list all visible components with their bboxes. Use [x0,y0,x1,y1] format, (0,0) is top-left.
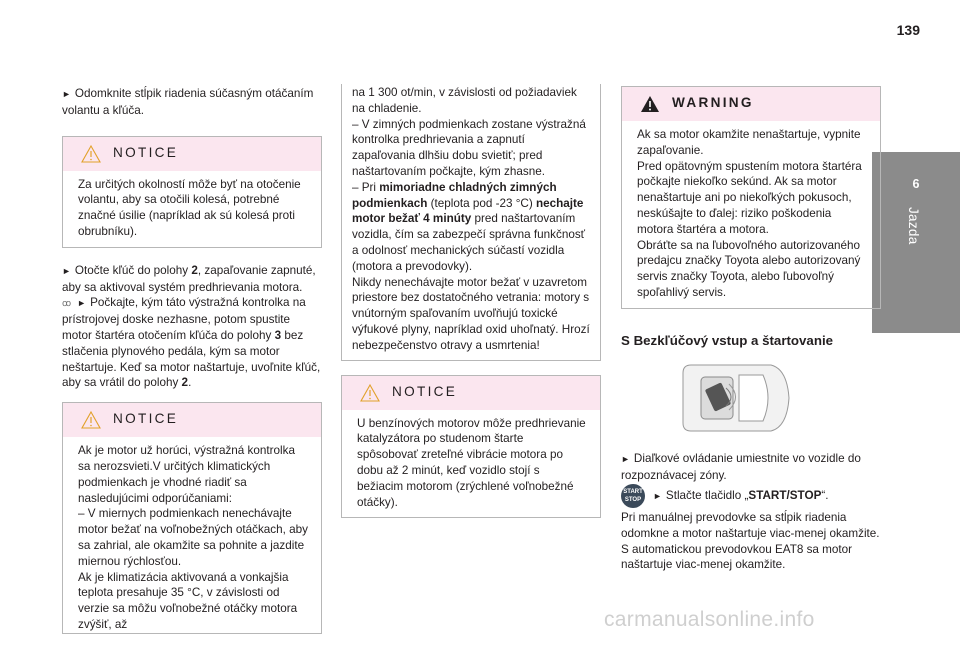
column-2 [341,86,601,518]
car-detection-zone-illustration [681,363,791,433]
unlock-instruction: ► Odomknite stĺpik riadenia súčasným otáčaním volantu a kľúča. [62,87,314,117]
chapter-tab[interactable] [872,152,960,333]
notice-text: U benzínových motorov môže predhrievanie katalyzátora po studenom štarte spôsobovať zreteľné vibrácie motora po dobu až 2 minút, keď vozidlo stojí s bežiacim motorom (zrýchlené voľnobežné otáčky). [357,416,586,509]
transmission-note: Pri manuálnej prevodovke sa stĺpik riadenia odomkne a motor naštartuje viac-menej okamžite. S automatickou prevodovkou EAT8 sa motor naštartuje viac-menej okamžite. [621,510,880,572]
notice-title: NOTICE [392,383,458,399]
column-3 [621,86,881,573]
section-heading: S Bezkľúčový vstup a štartovanie [621,332,834,348]
warning-title: WARNING [672,95,754,110]
notice-box [62,402,322,634]
notice-title: NOTICE [113,144,179,160]
turn-key-instruction: ► Otočte kľúč do polohy 2, zapaľovanie zapnuté, aby sa aktivoval systém predhrievania motora. [62,263,316,294]
bullet-arrow-icon: ► [77,298,87,309]
caution-triangle-icon [81,145,101,163]
notice-text: na 1 300 ot/min, v závislosti od požiadaviek na chladenie. – V zimných podmienkach zostane výstražná kontrolka predhrievania a zapnutí zapaľovania dlhšiu dobu svietiť; pred naštartovaním počkajte, kým zhasne. – Pri mimoriadne chladných zimných podmienkach (teplota pod -23 °C) nechajte motor bežať 4 minúty pred naštartovaním vozidla, čím sa zabezpečí správna funkčnosť a odolnosť mechanických súčastí vozidla (motora a prevodovky). Nikdy nenechávajte motor bežať v uzavretom priestore bez dostatočného vetrania: motory s vnútorným spaľovaním uvoľňujú toxické výfukové plyny, napríklad oxid uhoľnatý. Hrozí nebezpečenstvo otravy a usmrtenia! [352,86,590,352]
bullet-arrow-icon: ► [62,89,71,99]
column-1 [62,86,322,634]
caution-triangle-icon [360,384,380,402]
caution-triangle-icon [81,411,101,429]
page-number: 139 [896,22,920,38]
watermark: carmanualsonline.info [604,608,815,631]
bullet-arrow-icon: ► [62,265,71,276]
chapter-label: Jazda [905,207,921,245]
bullet-arrow-icon: ► [653,491,662,502]
notice-text: Ak je motor už horúci, výstražná kontrolka sa nerozsvieti.V určitých klimatických podmienkach je vhodné riadiť sa nasledujúcimi odporúčaniami: – V miernych podmienkach nenechávajte motor bežať na voľnobežných otáčkach, aby sa zahrial, ale okamžite sa pohnite a jazdite miernou rýchlosťou. Ak je klimatizácia aktivovaná a vonkajšia teplota presahuje 35 °C, v závislosti od verzie sa môžu voľnobežné otáčky motora zvýšiť, až [78,444,308,631]
notice-title: NOTICE [113,411,179,427]
wait-instruction: ꝏ ► Počkajte, kým táto výstražná kontrolka na prístrojovej doske nezhasne, potom spustite motor štartéra otočením kľúča do polohy 3 bez stlačenia plynového pedála, kým sa motor neštartuje. Keď sa motor naštartuje, uvoľnite kľúč, aby sa vrátil do polohy 2. [62,296,321,390]
glow-plug-icon: ꝏ [62,298,72,309]
notice-box [62,136,322,248]
notice-text: Za určitých okolností môže byť na otočenie volantu, aby sa otočili kolesá, potrebné značné úsilie (napríklad ak sú kolesá proti obrubníku). [78,177,301,238]
warning-text: Ak sa motor okamžite nenaštartuje, vypnite zapaľovanie. Pred opätovným spustením motora štartéra počkajte niekoľko sekúnd. Ak sa motor nenaštartuje ani po niekoľkých pokusoch, neskúšajte to ďalej: riziko poškodenia motora štartéra a motora. Obráťte sa na ľubovoľného autorizovaného predajcu značky Toyota alebo autorizovaný servis značky Toyota, alebo ľubovoľný spoľahlivý servis. [637,128,862,299]
chapter-number: 6 [912,177,920,191]
start-stop-button-icon: START STOP [621,484,645,508]
notice-continued [341,84,601,361]
notice-box [341,375,601,519]
bullet-arrow-icon: ► [621,454,630,465]
warning-box [621,86,881,309]
warning-triangle-icon [640,95,660,113]
press-button-instruction: START STOP ► Stlačte tlačidlo „START/STOP“. [621,484,881,508]
remote-instruction: ► Diaľkové ovládanie umiestnite vo vozidle do rozpoznávacej zóny. [621,452,861,483]
